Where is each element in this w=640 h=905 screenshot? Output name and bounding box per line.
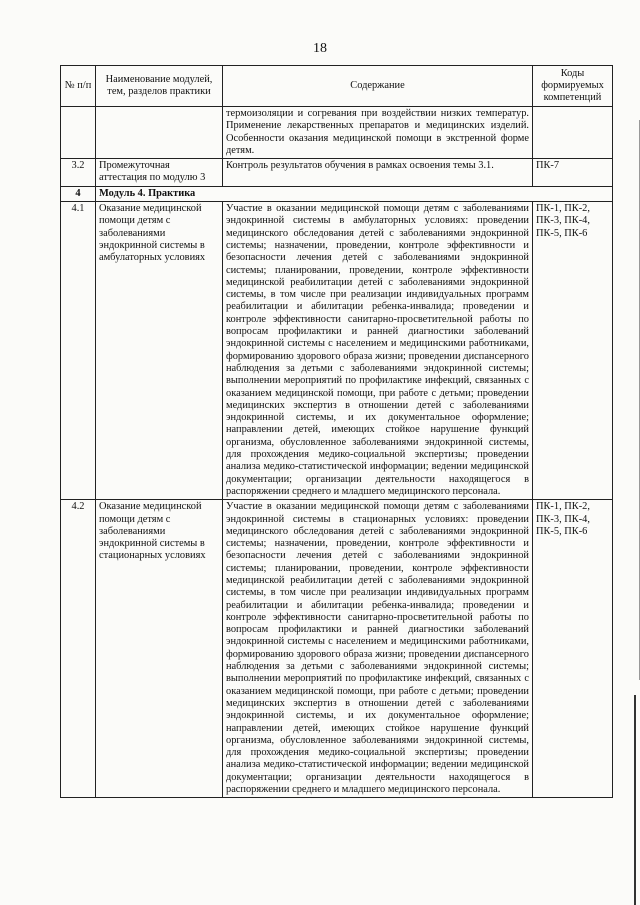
header-name: Наименование модулей, тем, разделов практики (96, 66, 223, 107)
row-codes (533, 107, 613, 159)
row-content: Контроль результатов обучения в рамках освоения темы 3.1. (223, 159, 533, 187)
row-name: Промежуточная аттестация по модулю 3 (96, 159, 223, 187)
row-content: термоизоляции и согревания при воздействии низких температур. Применение лекарственных препаратов и медицинских изделий. Особенности оказания медицинской помощи в экстренной форме детям. (223, 107, 533, 159)
row-codes: ПК-7 (533, 159, 613, 187)
table-row (61, 202, 613, 500)
page-number: 18 (313, 41, 327, 56)
header-content: Содержание (223, 66, 533, 107)
row-codes: ПК-1, ПК-2, ПК-3, ПК-4, ПК-5, ПК-6 (533, 500, 613, 798)
header-num: № п/п (61, 66, 96, 107)
row-content: Участие в оказании медицинской помощи детям с заболеваниями эндокринной системы в амбулаторных условиях: проведении медицинского обследования детей с заболеваниями эндокринной системы; назначении, проведении, контроле эффективности и безопасности лечения детей с заболеваниями эндокринной системы; планировании, проведении, контроле эффективности медицинской реабилитации детей с заболеваниями эндокринной системы, в том числе при реализации индивидуальных программ реабилитации и абилитации ребенка-инвалида; проведении и контроле эффективности санитарно-просветительной работы по вопросам профилактики и ранней диагностики заболеваний эндокринной системы с населением и медицинскими работниками, формированию здорового образа жизни; проведении диспансерного наблюдения за детьми с заболеваниями эндокринной системы; выполнении мероприятий по профилактике инфекций, связанных с оказанием медицинской помощи, при работе с детьми; проведении медицинских экспертиз в отношении детей с заболеваниями эндокринной системы, и их документальное оформление; направлении детей, имеющих стойкое нарушение функций организма, обусловленное заболеваниями эндокринной системы, для прохождения медико-социальной экспертизы; проведении анализа медико-статистической информации; ведении медицинской документации; организации деятельности находящегося в распоряжении среднего и младшего медицинского персонала. (223, 202, 533, 500)
table-row (61, 107, 613, 159)
module-row (61, 186, 613, 201)
table-row (61, 500, 613, 798)
row-name: Оказание медицинской помощи детям с заболеваниями эндокринной системы в амбулаторных условиях (96, 202, 223, 500)
row-num: 4.2 (61, 500, 96, 798)
curriculum-table (60, 65, 613, 798)
row-name: Оказание медицинской помощи детям с заболеваниями эндокринной системы в стационарных условиях (96, 500, 223, 798)
module-title: Модуль 4. Практика (96, 186, 613, 201)
row-num: 4.1 (61, 202, 96, 500)
row-num: 3.2 (61, 159, 96, 187)
table-header-row (61, 66, 613, 107)
row-codes: ПК-1, ПК-2, ПК-3, ПК-4, ПК-5, ПК-6 (533, 202, 613, 500)
header-codes: Коды формируемых компетенций (533, 66, 613, 107)
row-name (96, 107, 223, 159)
table-row (61, 159, 613, 187)
scan-edge-mark (634, 695, 636, 905)
row-num (61, 107, 96, 159)
module-num: 4 (61, 186, 96, 201)
row-content: Участие в оказании медицинской помощи детям с заболеваниями эндокринной системы в стационарных условиях: проведении медицинского обследования детей с заболеваниями эндокринной системы; назначении, проведении, контроле эффективности и безопасности лечения детей с заболеваниями эндокринной системы; планировании, проведении, контроле эффективности медицинской реабилитации детей с заболеваниями эндокринной системы, в том числе при реализации индивидуальных программ реабилитации и абилитации ребенка-инвалида; проведении и контроле эффективности санитарно-просветительной работы по вопросам профилактики и ранней диагностики заболеваний эндокринной системы с населением и медицинскими работниками, формированию здорового образа жизни; проведении диспансерного наблюдения за детьми с заболеваниями эндокринной системы; выполнении мероприятий по профилактике инфекций, связанных с оказанием медицинской помощи, при работе с детьми; проведении медицинских экспертиз в отношении детей с заболеваниями эндокринной системы, и их документальное оформление; направлении детей, имеющих стойкое нарушение функций организма, обусловленное заболеваниями эндокринной системы, для прохождения медико-социальной экспертизы; проведении анализа медико-статистической информации; ведении медицинской документации; организации деятельности находящегося в распоряжении среднего и младшего медицинского персонала. (223, 500, 533, 798)
